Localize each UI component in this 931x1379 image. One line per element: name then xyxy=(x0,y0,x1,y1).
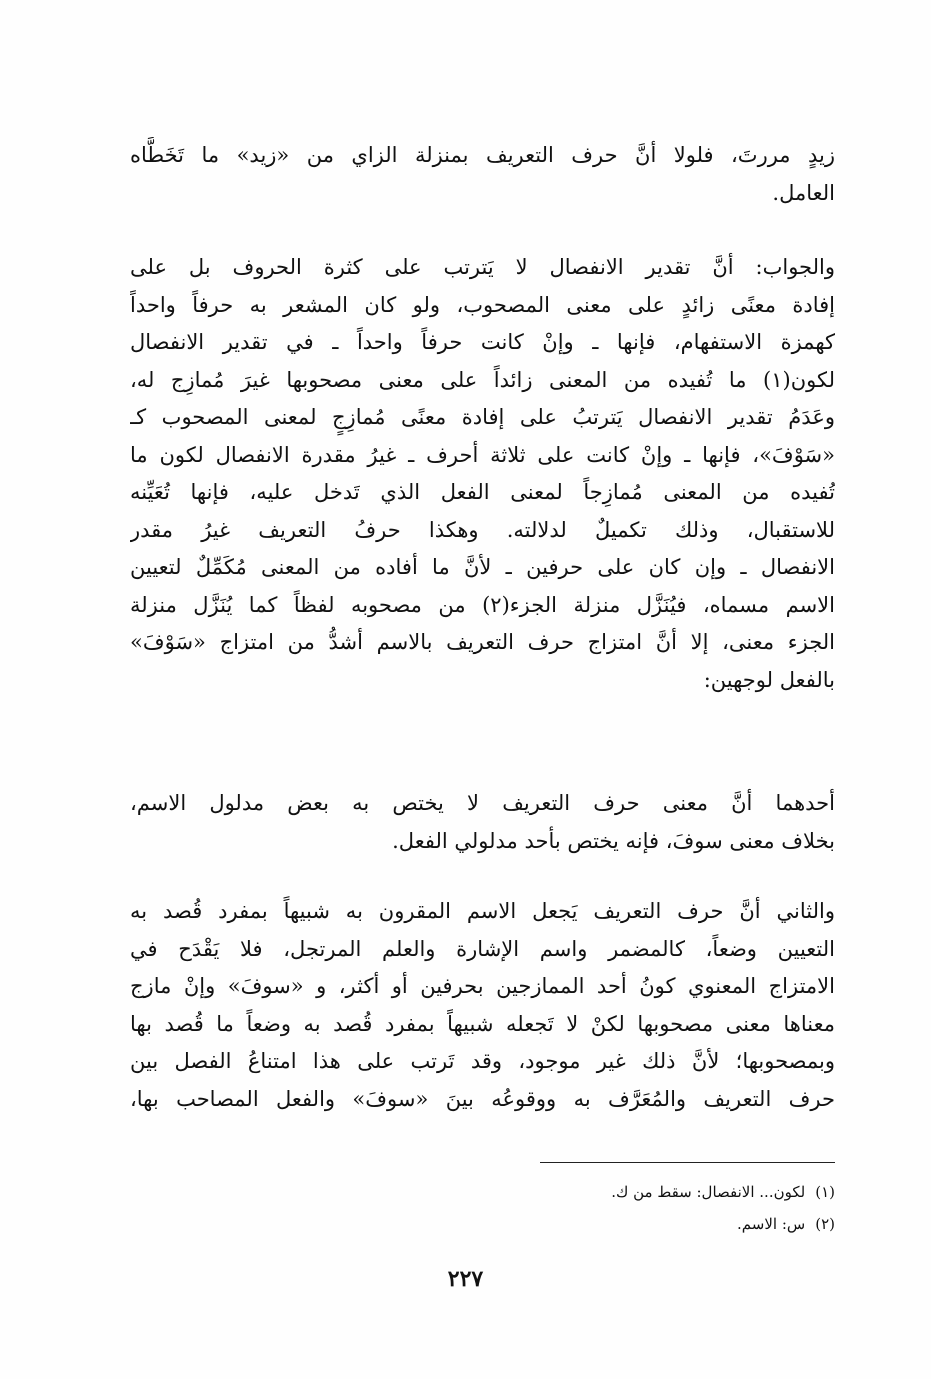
paragraph-3 xyxy=(130,785,835,860)
text-line: زيدٍ مررتَ، فلولا أنَّ حرف التعريف بمنزلة الزاي من «زيد» ما تَخَطَّاه xyxy=(130,143,835,167)
footnote-2 xyxy=(400,1208,835,1240)
text-line: للاستقبال، وذلك تكميلٌ لدلالته. وهكذا حرفُ التعريف غيرُ مقدر xyxy=(130,517,835,542)
footnote-text: لكون... الانفصال: سقط من ك. xyxy=(611,1183,806,1201)
paragraph-2 xyxy=(130,249,835,699)
footnote-text: س: الاسم. xyxy=(737,1215,806,1233)
text-line: الامتزاج المعنوي كونُ أحد الممازجين بحرفين أو أكثر، و «سوفَ» وإنْ مازج xyxy=(130,974,835,998)
footnote-1 xyxy=(400,1176,835,1208)
footnote-number: (١) xyxy=(815,1183,835,1201)
text-line: التعيين وضعاً، كالمضمر واسم الإشارة والعلم المرتجل، فلا يَقْدَح في xyxy=(130,936,835,961)
text-line: معناها معنى مصحوبها لكنْ لا تَجعله شبيهاً بمفرد قُصد به وضعاً ما قُصد بها xyxy=(130,1011,835,1036)
text-line: وبمصحوبها؛ لأنَّ ذلك غير موجود، وقد تَرتب على هذا امتناعُ الفصل بين xyxy=(130,1049,835,1073)
text-line: والثاني أنَّ حرف التعريف يَجعل الاسم المقرون به شبيهاً بمفرد قُصد به xyxy=(130,899,835,923)
text-line: حرف التعريف والمُعَرَّف به ووقوعُه بينَ «سوفَ» والفعل المصاحب بها، xyxy=(130,1086,835,1111)
paragraph-1 xyxy=(130,137,835,212)
text-line: تُفيده من المعنى مُمازِجاً لمعنى الفعل الذي تَدخل عليه، فإنها تُعَيِّنه xyxy=(130,480,835,504)
paragraph-4 xyxy=(130,893,835,1118)
page-number: ٢٢٧ xyxy=(447,1266,484,1292)
text-line: الانفصال ـ وإن كان على حرفين ـ لأنَّ ما أفاده من المعنى مُكَمِّلٌ لتعيين xyxy=(130,555,835,579)
text-line: وعَدَمُ تقدير الانفصال يَترتبُ على إفادة معنًى مُمازِجٍ لمعنى المصحوب كـ xyxy=(130,405,835,429)
text-line: كهمزة الاستفهام، فإنها ـ وإنْ كانت حرفاً واحداً ـ في تقدير الانفصال xyxy=(130,330,835,354)
text-line: لكون(١) ما تُفيده من المعنى زائداً على معنى مصحوبها غيرَ مُمازِج له، xyxy=(130,367,835,392)
footnote-number: (٢) xyxy=(815,1215,835,1233)
footnote-divider xyxy=(540,1162,835,1163)
text-line: «سَوْفَ»، فإنها ـ وإنْ كانت على ثلاثة أحرف ـ غيرُ مقدرة الانفصال لكون ما xyxy=(130,442,835,467)
text-line: أحدهما أنَّ معنى حرف التعريف لا يختص به بعض مدلول الاسم، xyxy=(130,791,835,815)
text-line: العامل. xyxy=(772,180,835,205)
footnotes xyxy=(400,1176,835,1240)
text-line: بخلاف معنى سوفَ، فإنه يختص بأحد مدلولي الفعل. xyxy=(392,828,835,853)
text-line: والجواب: أنَّ تقدير الانفصال لا يَترتب على كثرة الحروف بل على xyxy=(130,255,835,279)
text-line: إفادة معنًى زائدٍ على معنى المصحوب، ولو كان المشعر به حرفاً واحداً xyxy=(130,292,835,317)
text-line: بالفعل لوجهين: xyxy=(703,667,835,692)
text-line: الاسم مسماه، فيُنَزَّل منزلة الجزء(٢) من مصحوبه لفظاً كما يُنَزَّل منزلة xyxy=(130,592,835,617)
text-line: الجزء معنى، إلا أنَّ امتزاج حرف التعريف بالاسم أشدُّ من امتزاج «سَوْفَ» xyxy=(130,630,835,654)
